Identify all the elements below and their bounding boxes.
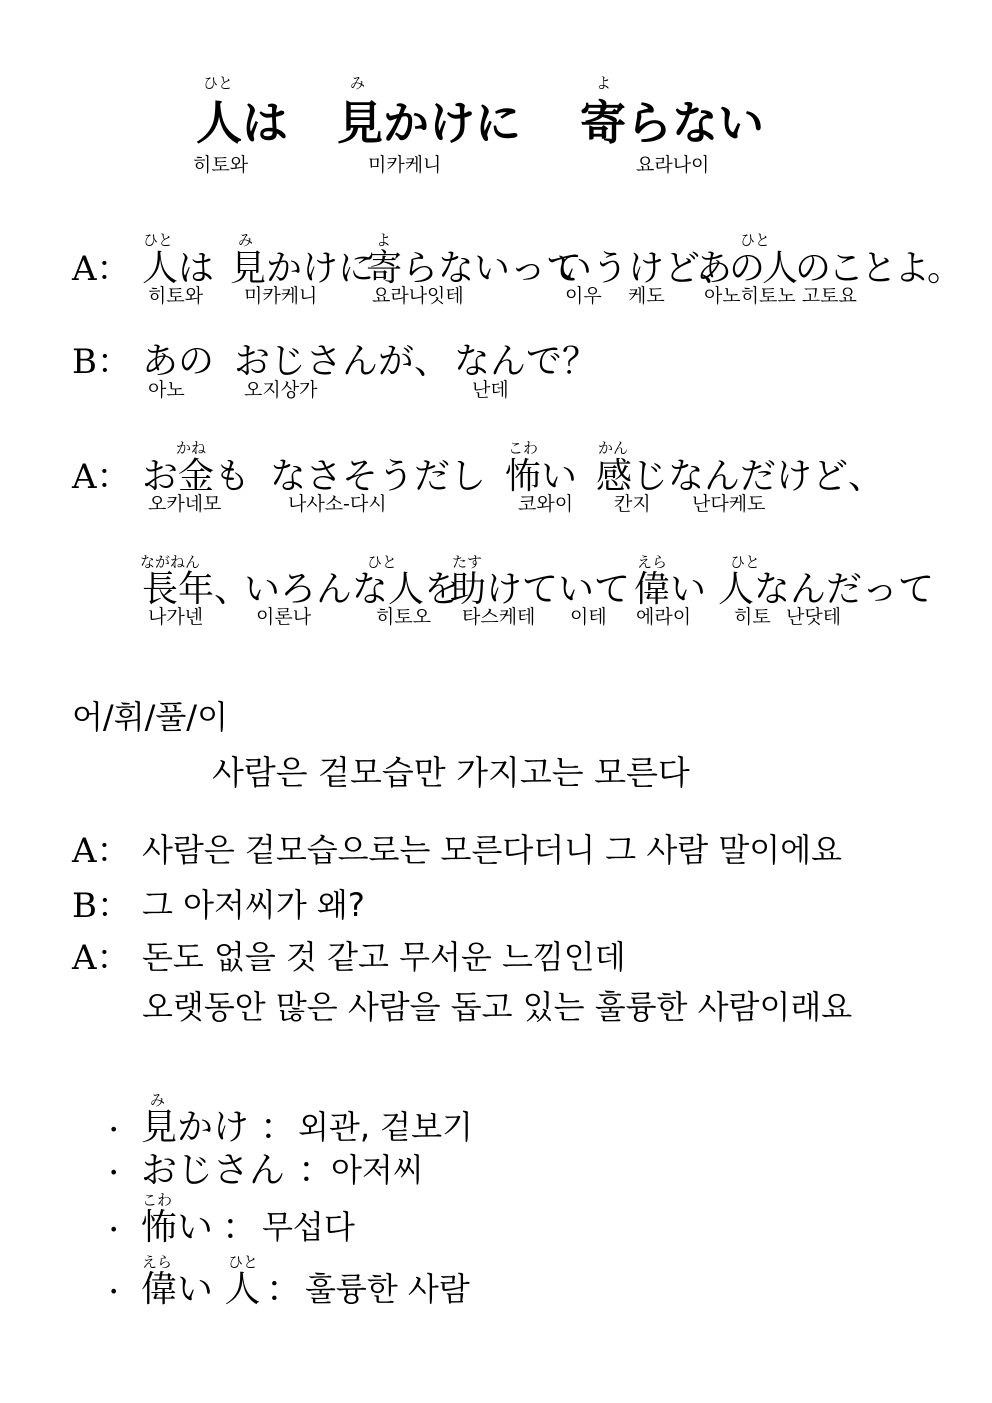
ruby: ながねん — [140, 553, 201, 571]
glossary-meaning: 훌륭한 사람 — [305, 1270, 470, 1308]
title-korean-3: 요라나이 — [636, 154, 710, 176]
bullet: · — [108, 1153, 120, 1194]
translation-line: 오랫동안 많은 사람을 돕고 있는 훌륭한 사람이래요 — [142, 988, 853, 1026]
korean-reading: 미카케니 — [244, 285, 318, 307]
bullet: · — [108, 1210, 120, 1251]
speaker-label: B： — [72, 886, 131, 926]
ruby: ひと — [730, 553, 761, 571]
ruby: かん — [598, 439, 629, 457]
jp-segment: いうけど、 — [556, 248, 737, 289]
ruby: こわ — [508, 439, 539, 457]
glossary-term: おじさん — [141, 1150, 286, 1191]
jp-segment: 怖い — [505, 456, 578, 497]
ruby: ひと — [740, 231, 771, 249]
korean-reading: 에라이 — [636, 606, 692, 628]
separator: ： — [260, 1107, 297, 1148]
korean-reading: 히토와 — [148, 285, 204, 307]
korean-reading: 케도 — [628, 285, 665, 307]
korean-reading: 칸지 — [614, 493, 651, 515]
korean-reading: 아노히토노 고토요 — [704, 285, 857, 307]
ruby: み — [238, 231, 254, 249]
separator: ： — [298, 1150, 335, 1191]
korean-reading: 이우 — [565, 285, 602, 307]
ruby: み — [150, 1091, 166, 1109]
speaker-label: B： — [72, 342, 131, 382]
korean-reading: 나가넨 — [148, 606, 204, 628]
ruby: ひと — [367, 553, 398, 571]
jp-segment: いろんな人を — [244, 569, 461, 610]
jp-segment: あの — [142, 341, 215, 382]
title-segment-3: 寄らない — [580, 96, 764, 150]
translation-line: 돈도 없을 것 같고 무서운 느낌인데 — [142, 938, 626, 976]
jp-segment: お金も — [142, 456, 251, 497]
ruby: ひと — [228, 1253, 259, 1271]
title-korean-2: 미카케니 — [368, 154, 442, 176]
ruby: えら — [142, 1253, 173, 1271]
jp-segment: 偉い — [634, 569, 707, 610]
jp-segment: なんで？ — [454, 341, 599, 382]
jp-segment: 長年、 — [142, 569, 251, 610]
ruby: よ — [376, 231, 392, 249]
vocab-heading: 어/휘/풀/이 — [72, 698, 228, 736]
korean-reading: 이테 — [570, 606, 607, 628]
jp-segment: 人なんだって — [718, 569, 935, 610]
proverb-meaning: 사람은 겉모습만 가지고는 모른다 — [212, 753, 690, 792]
korean-reading: 코와이 — [518, 493, 574, 515]
korean-reading: 나사소-다시 — [288, 493, 387, 515]
glossary-meaning: 아저씨 — [331, 1151, 424, 1189]
ruby: えら — [637, 553, 668, 571]
jp-segment: 感じなんだけど、 — [596, 456, 885, 497]
title-ruby-1: ひと — [203, 74, 234, 92]
speaker-label: A： — [72, 457, 131, 497]
glossary-term: 偉い 人 — [141, 1269, 261, 1310]
speaker-label: A： — [72, 938, 131, 978]
jp-segment: 助けていて — [450, 569, 631, 610]
translation-line: 사람은 겉모습으로는 모른다더니 그 사람 말이에요 — [142, 831, 843, 869]
korean-reading: 오지상가 — [244, 379, 318, 401]
bullet: · — [108, 1272, 120, 1313]
jp-segment: 見かけに — [230, 248, 375, 289]
separator: ： — [266, 1269, 303, 1310]
korean-reading: 난닷테 — [786, 606, 842, 628]
speaker-label: A： — [72, 831, 131, 871]
korean-reading: 타스케테 — [462, 606, 536, 628]
ruby: ひと — [143, 231, 174, 249]
title-korean-1: 히토와 — [193, 154, 249, 176]
jp-segment: 人は — [142, 248, 215, 289]
glossary-meaning: 외관, 겉보기 — [298, 1108, 473, 1146]
korean-reading: 난다케도 — [692, 493, 766, 515]
korean-reading: 난데 — [472, 379, 509, 401]
ruby: かね — [176, 439, 207, 457]
korean-reading: 이론나 — [256, 606, 312, 628]
glossary-meaning: 무섭다 — [262, 1208, 355, 1246]
korean-reading: 히토 — [734, 606, 771, 628]
title-segment-1: 人は — [196, 96, 288, 150]
glossary-term: 怖い — [141, 1207, 214, 1248]
korean-reading: 오카네모 — [148, 493, 222, 515]
title-ruby-3: よ — [596, 74, 612, 92]
jp-segment: おじさんが、 — [234, 341, 451, 382]
title-segment-2: 見かけに — [337, 96, 521, 150]
ruby: たす — [452, 553, 483, 571]
translation-line: 그 아저씨가 왜? — [142, 886, 365, 924]
ruby: こわ — [142, 1191, 173, 1209]
speaker-label: A： — [72, 249, 131, 289]
korean-reading: 요라나잇테 — [372, 285, 464, 307]
jp-segment: あの人のことよ。 — [696, 248, 961, 289]
korean-reading: 아노 — [148, 379, 185, 401]
jp-segment: 寄らないって — [366, 248, 583, 289]
separator: ： — [222, 1207, 259, 1248]
korean-reading: 히토오 — [376, 606, 432, 628]
jp-segment: なさそうだし — [270, 456, 487, 497]
bullet: · — [108, 1110, 120, 1151]
glossary-term: 見かけ — [141, 1107, 250, 1148]
title-ruby-2: み — [350, 74, 366, 92]
